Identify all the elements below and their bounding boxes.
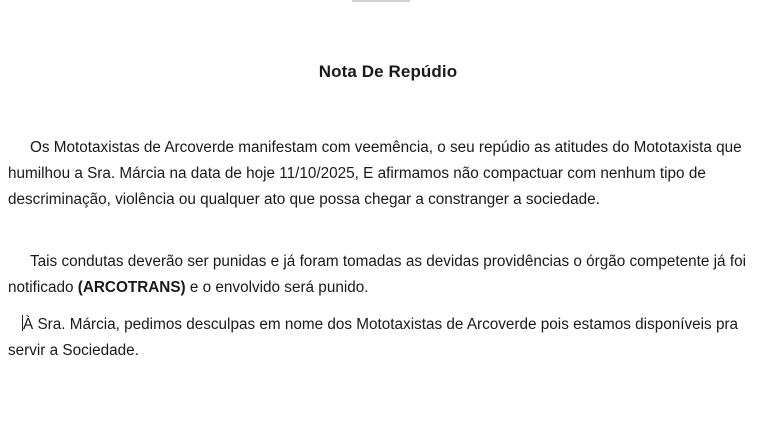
paragraph-2-bold-org: (ARCOTRANS) xyxy=(77,279,186,296)
paragraph-3-text: À Sra. Márcia, pedimos desculpas em nome dos Mototaxistas de Arcoverde pois estamos disponíveis pra servir a Sociedade. xyxy=(8,316,739,359)
page-top-edge xyxy=(352,0,410,2)
document-title: Nota De Repúdio xyxy=(318,62,458,81)
paragraph-2-text-start: Tais condutas deverão ser punidas e já foram tomadas as devidas providências o órgão competente já foi notificado xyxy=(8,253,746,296)
paragraph-1-text: Os Mototaxistas de Arcoverde manifestam com veemência, o seu repúdio as atitudes do Mototaxista que humilhou a Sra. Márcia na data de hoje 11/10/2025, E afirmamos não compactuar com nenhum tipo de descriminação, violência ou qualquer ato que possa chegar a constranger a sociedade. xyxy=(8,139,742,208)
paragraph-1 xyxy=(8,135,756,213)
paragraph-2-text-end: e o envolvido será punido. xyxy=(185,279,369,296)
paragraph-2 xyxy=(8,249,756,301)
paragraph-3 xyxy=(8,312,756,364)
